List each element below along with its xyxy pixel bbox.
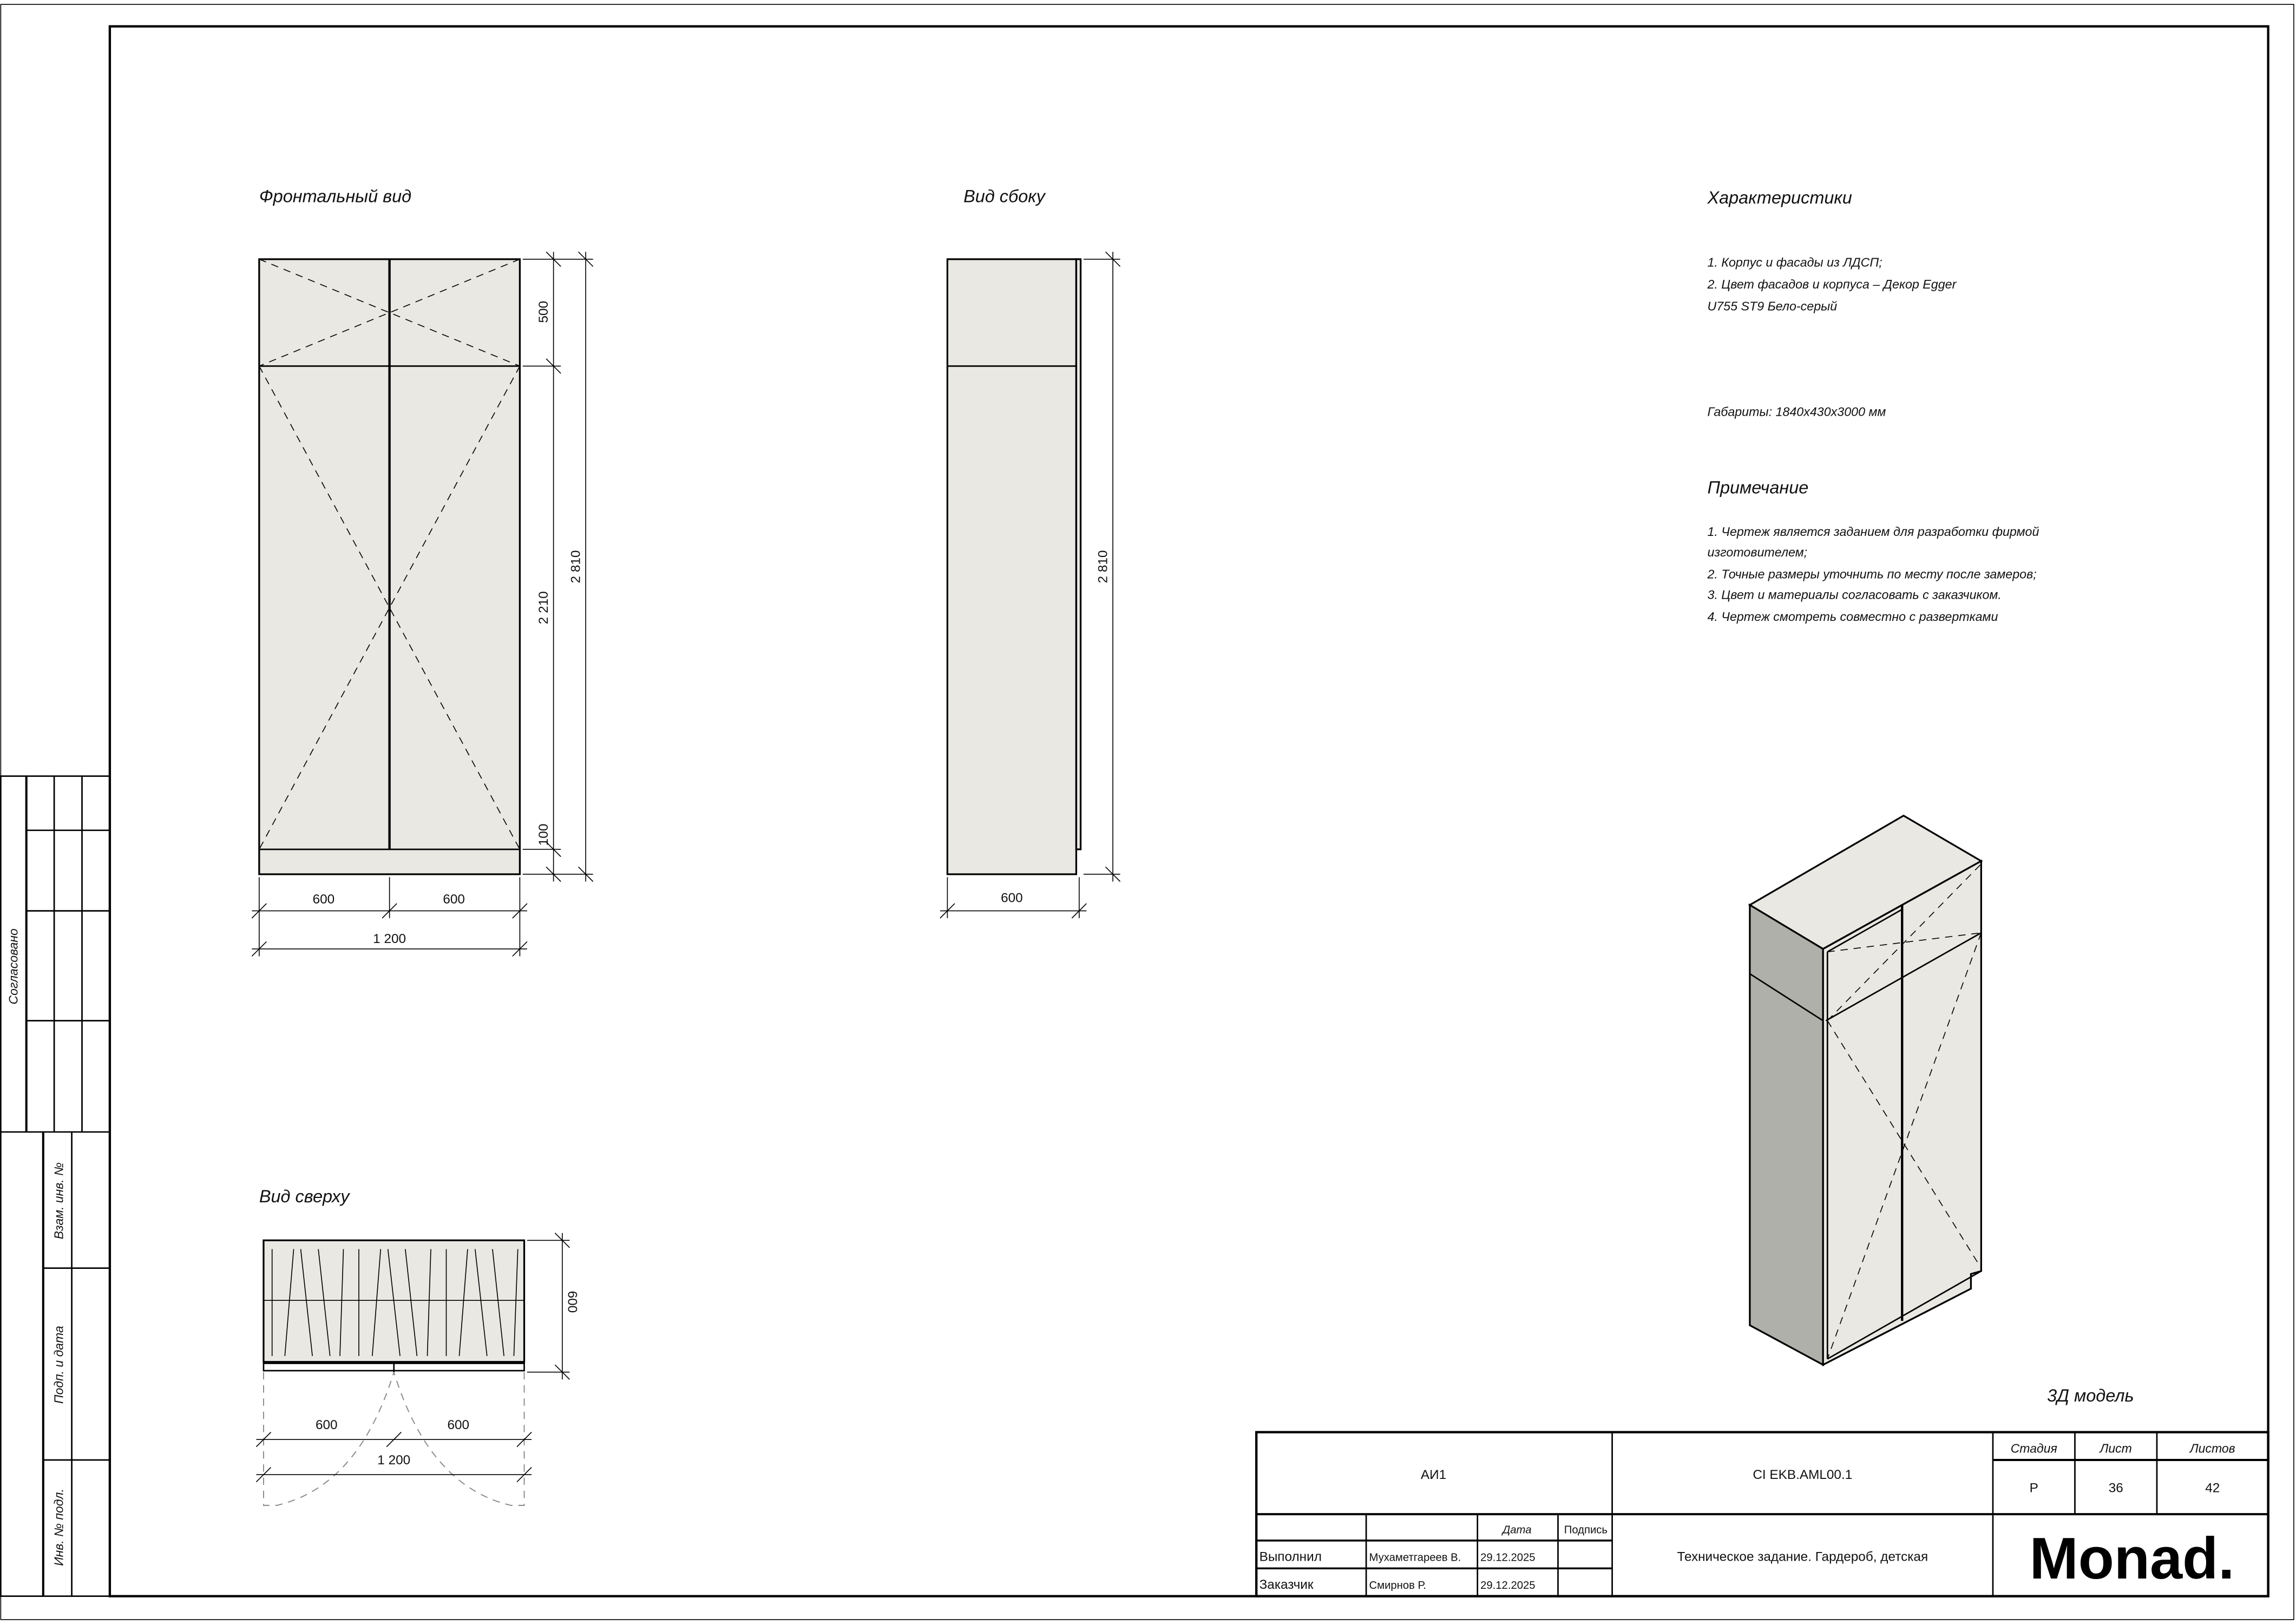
side-cabinet-body (947, 259, 1076, 874)
role-customer: Заказчик (1259, 1577, 1314, 1593)
dim-side-height: 2 810 (1095, 550, 1111, 584)
note-line: 3. Цвет и материалы согласовать с заказчиком. (1707, 587, 2002, 602)
stamp-agreed: Согласовано (6, 928, 21, 1005)
isometric-model (1750, 816, 2134, 1405)
document-code: CI EKB.AML00.1 (1753, 1468, 1853, 1483)
dim-top-depth: 600 (565, 1291, 580, 1313)
dim-top-right-width: 600 (447, 1418, 470, 1433)
dim-top-total-width: 1 200 (377, 1453, 411, 1468)
approval-stamp (0, 776, 110, 1596)
sheet-label: Лист (2100, 1441, 2132, 1456)
project-code: АИ1 (1420, 1468, 1447, 1483)
company-logo: Monad. (2029, 1525, 2235, 1592)
dim-plinth-height: 100 (536, 823, 551, 846)
sheets-label: Листов (2189, 1441, 2235, 1456)
side-facade-edge (1076, 259, 1080, 849)
date-label: Дата (1503, 1524, 1532, 1536)
side-view-title: Вид сбоку (963, 186, 1045, 206)
performer-name: Мухаметгареев В. (1369, 1551, 1461, 1564)
sheet-value: 36 (2108, 1481, 2123, 1496)
note-line: изготовителем; (1707, 545, 1808, 559)
spec-line: 1. Корпус и фасады из ЛДСП; (1707, 255, 1882, 270)
top-view-title: Вид сверху (259, 1186, 350, 1206)
stamp-inv-orig: Инв. № подл. (51, 1489, 66, 1566)
notes (1707, 478, 2039, 624)
stamp-replace-inv: Взам. инв. № (51, 1162, 66, 1240)
specs-title: Характеристики (1707, 188, 1852, 208)
dim-total-height: 2 810 (568, 550, 583, 584)
right-door-swing-arc (394, 1372, 524, 1505)
role-performed: Выполнил (1259, 1549, 1322, 1564)
side-view (940, 186, 1120, 918)
dim-right-door-width: 600 (443, 892, 465, 907)
left-door-swing-arc (264, 1372, 394, 1505)
spec-line: 2. Цвет фасадов и корпуса – Декор Egger (1707, 277, 1957, 291)
spec-line: U755 ST9 Бело-серый (1707, 299, 1838, 313)
dim-left-door-width: 600 (312, 892, 335, 907)
performer-date: 29.12.2025 (1480, 1551, 1536, 1564)
note-line: 4. Чертеж смотреть совместно с развертками (1707, 609, 1998, 624)
note-line: 1. Чертеж является заданием для разработки фирмой (1707, 525, 2039, 539)
overall-dimensions: Габариты: 1840х430х3000 мм (1707, 404, 1886, 419)
drawing-description: Техническое задание. Гардероб, детская (1677, 1549, 1928, 1564)
stage-value: Р (2029, 1481, 2038, 1496)
front-view (252, 186, 593, 956)
customer-name: Смирнов Р. (1369, 1580, 1426, 1592)
signature-label: Подпись (1564, 1524, 1608, 1536)
front-view-title: Фронтальный вид (259, 186, 412, 206)
specifications (1707, 188, 1957, 418)
notes-title: Примечание (1707, 477, 1809, 497)
sheets-value: 42 (2205, 1481, 2220, 1496)
dim-doors-height: 2 210 (536, 591, 551, 625)
dim-top-height: 500 (536, 300, 551, 323)
stamp-sign-date: Подп. и дата (51, 1326, 66, 1404)
note-line: 2. Точные размеры уточнить по месту после замеров; (1707, 567, 2037, 581)
dim-side-depth: 600 (1001, 890, 1023, 906)
dim-total-width: 1 200 (373, 932, 406, 947)
model-side-face (1750, 905, 1823, 1365)
title-block (1256, 1432, 2268, 1596)
customer-date: 29.12.2025 (1480, 1580, 1536, 1592)
dim-top-left-width: 600 (315, 1418, 338, 1433)
stage-label: Стадия (2010, 1441, 2057, 1456)
top-view (256, 1187, 579, 1505)
model-title: 3Д модель (2047, 1385, 2134, 1405)
